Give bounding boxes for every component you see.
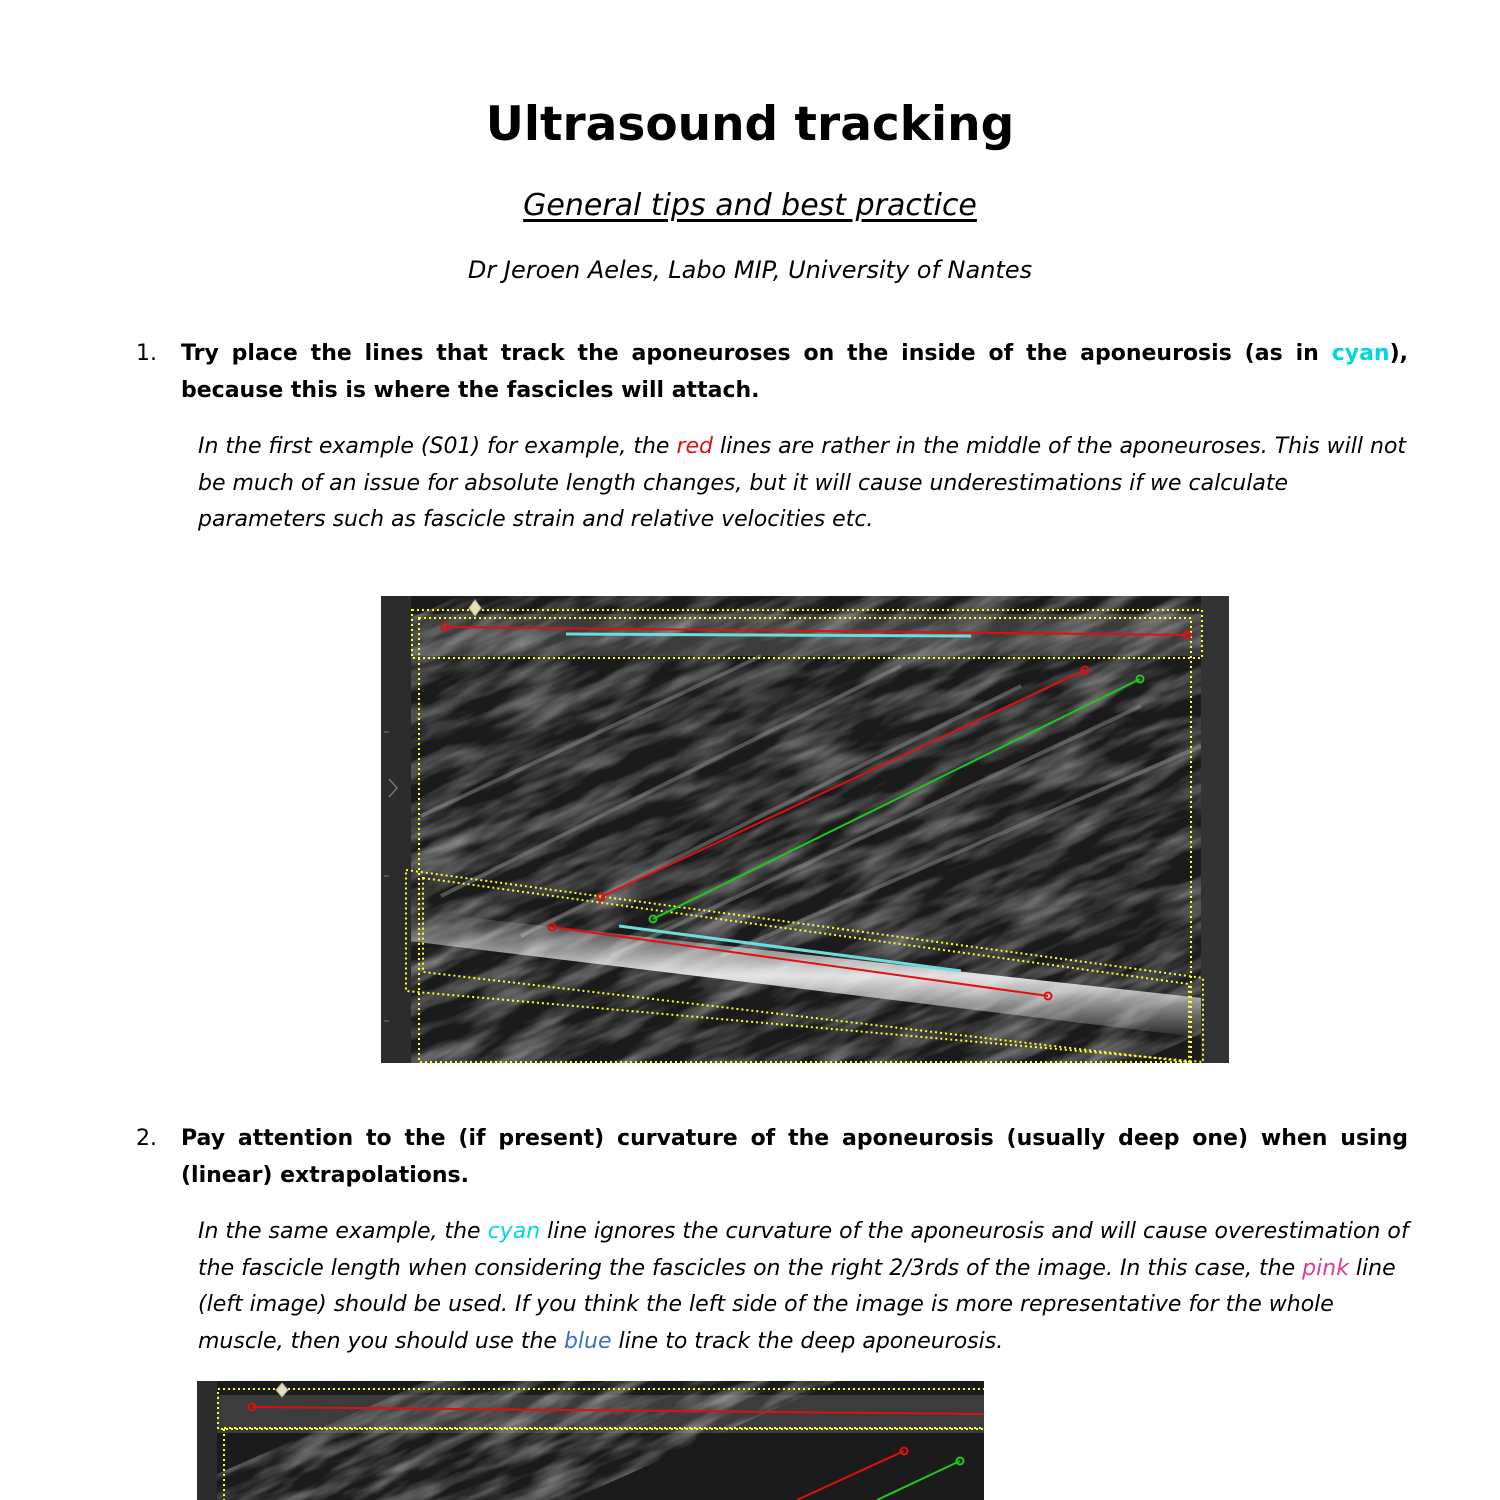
document-subtitle — [0, 186, 1500, 226]
list-number-1: 1. — [136, 341, 157, 366]
author-line: Dr Jeroen Aeles, Labo MIP, University of Nantes — [467, 256, 1033, 284]
document-title: Ultrasound tracking — [485, 97, 1015, 152]
ultrasound-image-2 — [197, 1381, 984, 1500]
tip-2-heading: Pay attention to the (if present) curvature of the aponeurosis (usually deep one) when using (linear) extrapolations. — [181, 1126, 1408, 1188]
tip-1-heading — [181, 336, 1408, 409]
ultrasound-image-1 — [381, 596, 1229, 1063]
pink-word: pink — [1302, 1255, 1349, 1281]
subtitle-text: General tips and best practice — [523, 188, 977, 223]
tip-1-note — [198, 429, 1410, 539]
tip-2-note — [198, 1214, 1410, 1360]
tip-1-note-part2: lines are rather in the middle of the aponeuroses. This will not be much of an issue for absolute length changes, but it will cause underestimations if we calculate parameters such as fascicle strain and relative velocities etc. — [198, 434, 1407, 532]
tip-2-note-part3: line (left image) should be used. If you think the left side of the image is more representative for the whole muscle, then you should use the — [198, 1255, 1396, 1354]
tip-1-heading-before: Try place the lines that track the aponeuroses on the inside of the aponeurosis (as in — [181, 341, 1332, 366]
cyan-word: cyan — [487, 1219, 541, 1244]
tip-1-note-part1: In the first example (S01) for example, the — [198, 434, 677, 459]
tip-2-note-part2: line ignores the curvature of the aponeurosis and will cause overestimation of the fascicle length when considering the fascicles on the right 2/3rds of the image. In this case, the — [198, 1219, 1409, 1281]
tip-2-note-part4: line to track the deep aponeurosis. — [611, 1328, 1004, 1354]
tip-1-heading-after: ), because this is where the fascicles will attach. — [181, 341, 1408, 403]
cyan-word: cyan — [1331, 341, 1390, 366]
list-number-2: 2. — [136, 1126, 157, 1151]
red-word: red — [676, 434, 714, 459]
tip-2-note-part1: In the same example, the — [198, 1219, 488, 1244]
blue-word: blue — [563, 1328, 612, 1354]
